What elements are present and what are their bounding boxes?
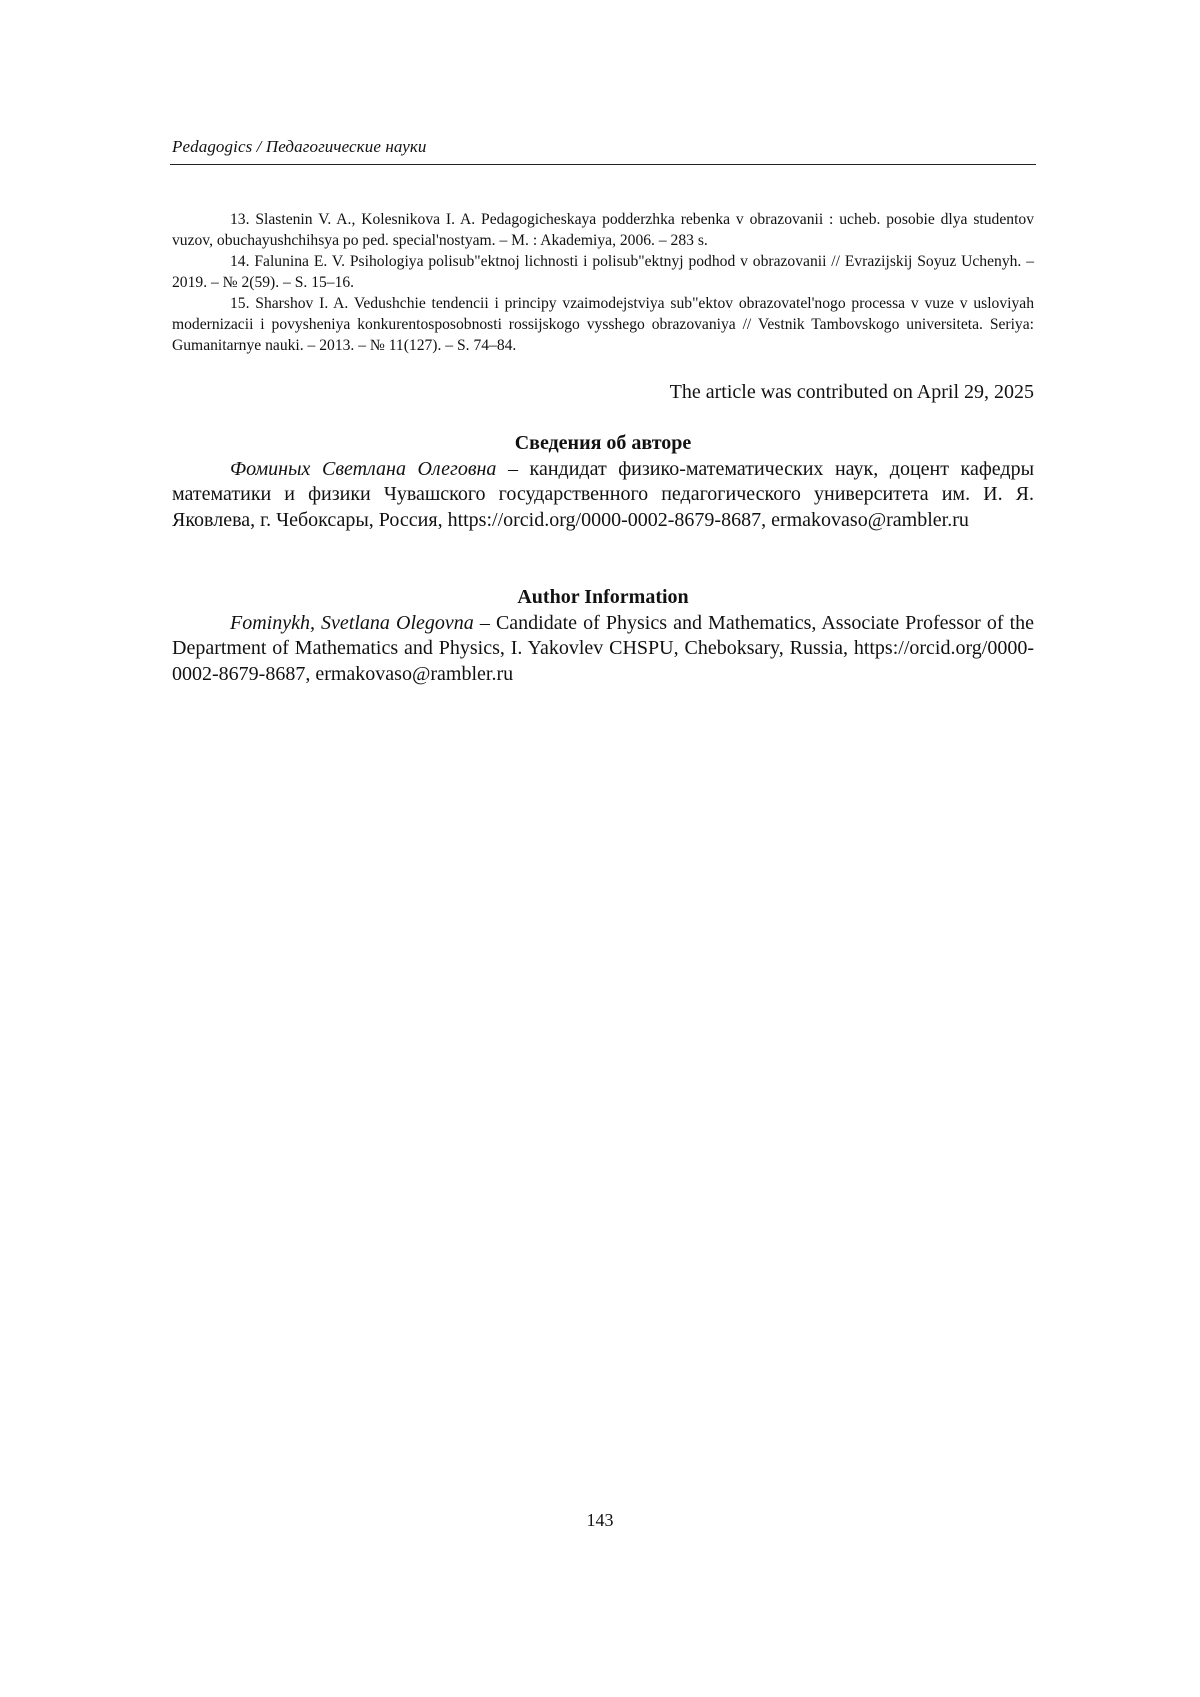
reference-item: 13. Slastenin V. A., Kolesnikova I. A. Pedagogicheskaya podderzhka rebenka v obrazovanii : ucheb. posobie dlya studentov vuzov, obuchayushchihsya po ped. special'nostyam. – M. : Akademiya, 2006. – 283 s. <box>172 211 1034 249</box>
reference-item: 15. Sharshov I. A. Vedushchie tendencii i principy vzaimodejstviya sub"ektov obrazovatel'nogo processa v vuze v usloviyah modernizacii i povysheniya konkurentosposobnosti rossijskogo vysshego obrazovaniya // Vestnik Tambovskogo universiteta. Seriya: Gumanitarnye nauki. – 2013. – № 11(127). – S. 74–84. <box>172 295 1034 354</box>
reference-list <box>172 209 1034 356</box>
author-info-en-heading: Author Information <box>517 586 689 608</box>
author-info-ru <box>172 431 1034 533</box>
author-details-ru: – кандидат физико-математических наук, доцент кафедры математики и физики Чувашского государственного педагогического университета им. И. Я. Яковлева, г. Чебоксары, Россия, https://orcid.org/0000-0002-8679-8687, ermakovaso@rambler.ru <box>172 457 1034 531</box>
reference-item: 14. Falunina E. V. Psihologiya polisub"ektnoj lichnosti i polisub"ektnyj podhod v obrazovanii // Evrazijskij Soyuz Uchenyh. – 2019. – № 2(59). – S. 15–16. <box>172 253 1034 291</box>
page-number: 143 <box>586 1510 614 1530</box>
contributed-date: The article was contributed on April 29, 2025 <box>669 381 1034 403</box>
author-details-en: – Candidate of Physics and Mathematics, Associate Professor of the Department of Mathematics and Physics, I. Yakovlev CHSPU, Cheboksary, Russia, https://orcid.org/0000-0002-8679-8687, ermakovaso@rambler.ru <box>172 611 1035 685</box>
running-title: Pedagogics / Педагогические науки <box>172 137 427 156</box>
author-name-en: Fominykh, Svetlana Olegovna <box>230 611 474 634</box>
author-name-ru: Фоминых Светлана Олеговна <box>230 457 497 480</box>
author-info-en <box>172 585 1034 687</box>
author-info-ru-text <box>172 457 1034 534</box>
header-rule <box>170 164 1036 165</box>
author-info-ru-heading: Сведения об авторе <box>514 432 692 454</box>
author-info-en-text <box>172 611 1034 688</box>
